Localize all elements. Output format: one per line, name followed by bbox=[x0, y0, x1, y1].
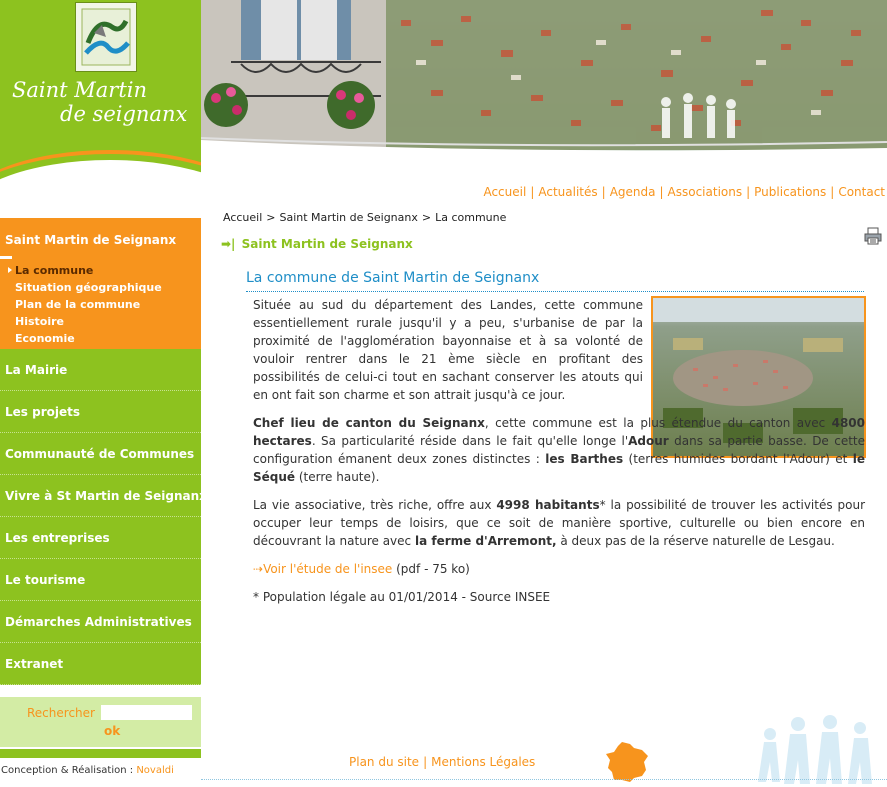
arrow-link-icon: ⇢ bbox=[253, 562, 264, 576]
text: . Sa particularité réside dans le fait qu'elle longe l' bbox=[311, 434, 629, 448]
footer-mentions-legales[interactable]: Mentions Légales bbox=[431, 755, 536, 769]
sidebar-section-saint-martin[interactable]: Saint Martin de Seignanx bbox=[5, 233, 177, 247]
logo-title bbox=[12, 78, 187, 126]
text: (terre haute). bbox=[295, 470, 380, 484]
breadcrumb-current: La commune bbox=[435, 211, 507, 224]
insee-link[interactable]: Voir l'étude de l'insee bbox=[263, 562, 393, 576]
sidebar-item-mairie[interactable]: La Mairie bbox=[0, 349, 201, 391]
section-title bbox=[221, 237, 413, 251]
topnav-separator: | bbox=[746, 185, 751, 199]
current-item-arrow-icon bbox=[8, 267, 12, 273]
credits bbox=[1, 765, 174, 776]
logo-title-line1: Saint Martin bbox=[12, 78, 148, 102]
text: * la possibilité de trouver les activités pour occuper leur temps de loisirs, que ce soit de manière sportive, culturelle ou bien encore en découvrant la nature avec bbox=[253, 498, 865, 548]
breadcrumb-separator: > bbox=[421, 211, 432, 224]
sidebar-item-projets[interactable]: Les projets bbox=[0, 391, 201, 433]
sidebar-item-communaute[interactable]: Communauté de Communes bbox=[0, 433, 201, 475]
submenu-item-label: La commune bbox=[15, 264, 94, 277]
logo-curve-background bbox=[0, 160, 201, 218]
paragraph-canton bbox=[253, 414, 865, 486]
topnav-agenda[interactable]: Agenda bbox=[609, 185, 656, 199]
footnote: * Population légale au 01/01/2014 - Source INSEE bbox=[253, 590, 551, 604]
logo-title-line2: de seignanx bbox=[60, 102, 188, 126]
footer-plan-du-site[interactable]: Plan du site bbox=[349, 755, 420, 769]
search-ok-button[interactable]: ok bbox=[104, 724, 121, 738]
sidebar-item-vivre[interactable]: Vivre à St Martin de Seignanx bbox=[0, 475, 201, 517]
text-bold: la ferme d'Arremont, bbox=[414, 534, 557, 548]
sidebar-submenu bbox=[0, 262, 201, 347]
sidebar-item-extranet[interactable]: Extranet bbox=[0, 643, 201, 685]
text: à deux pas de la réserve naturelle de Lesgau. bbox=[556, 534, 835, 548]
sidebar-item-demarches[interactable]: Démarches Administratives bbox=[0, 601, 201, 643]
header-banner bbox=[201, 0, 887, 170]
section-underline bbox=[0, 256, 12, 259]
topnav-associations[interactable]: Associations bbox=[667, 185, 743, 199]
text-bold: 4998 habitants bbox=[496, 498, 600, 512]
breadcrumb-saint-martin[interactable]: Saint Martin de Seignanx bbox=[279, 211, 418, 224]
topnav-separator: | bbox=[830, 185, 835, 199]
text-bold: Adour bbox=[628, 434, 669, 448]
text-bold: 4800 hectares bbox=[253, 416, 865, 448]
section-title-text: Saint Martin de Seignanx bbox=[241, 237, 413, 251]
topnav-contact[interactable]: Contact bbox=[838, 185, 885, 199]
text: La vie associative, très riche, offre aux bbox=[253, 498, 497, 512]
top-navigation bbox=[483, 185, 885, 199]
arrow-right-icon: ➡| bbox=[221, 237, 236, 251]
sidebar-bottom-bar bbox=[0, 749, 201, 758]
footer-figures-decoration bbox=[750, 712, 887, 787]
search-label: Rechercher bbox=[27, 706, 95, 720]
credits-text: Conception & Réalisation : bbox=[1, 765, 134, 776]
print-icon[interactable] bbox=[864, 227, 882, 245]
main-content bbox=[253, 296, 865, 616]
footer-separator: | bbox=[423, 755, 428, 769]
search-form bbox=[0, 697, 201, 747]
banner-town-photo bbox=[201, 0, 887, 170]
sidebar-menu bbox=[0, 349, 207, 685]
submenu-item-la-commune[interactable] bbox=[15, 262, 201, 279]
footer-links bbox=[349, 755, 535, 769]
breadcrumb-separator: > bbox=[266, 211, 276, 224]
topnav-separator: | bbox=[659, 185, 664, 199]
paragraph-associations bbox=[253, 496, 865, 550]
submenu-item-economie[interactable]: Economie bbox=[15, 332, 75, 345]
search-input[interactable] bbox=[101, 705, 192, 720]
text: dans sa partie basse. De cette configuration émanent deux zones distinctes : bbox=[253, 434, 865, 466]
text-bold: Chef lieu de canton du Seignanx bbox=[253, 416, 485, 430]
logo[interactable] bbox=[0, 0, 201, 218]
sidebar-active-section bbox=[0, 218, 201, 349]
topnav-separator: | bbox=[601, 185, 606, 199]
sidebar-item-tourisme[interactable]: Le tourisme bbox=[0, 559, 201, 601]
france-map-icon bbox=[604, 740, 652, 784]
sidebar-item-entreprises[interactable]: Les entreprises bbox=[0, 517, 201, 559]
topnav-actualites[interactable]: Actualités bbox=[538, 185, 598, 199]
breadcrumb-accueil[interactable]: Accueil bbox=[223, 211, 263, 224]
topnav-accueil[interactable]: Accueil bbox=[483, 185, 527, 199]
submenu-item-plan[interactable]: Plan de la commune bbox=[15, 298, 141, 311]
submenu-item-histoire[interactable]: Histoire bbox=[15, 315, 64, 328]
paragraph-intro: Située au sud du département des Landes, cette commune essentiellement rurale jusqu'il y a peu, s'urbanise de par la proximité de l'agglomération bayonnaise et à sa volonté de vouloir rentrer dans le 21 ème siècle en profitant des possibilités de celui-ci tout en sachant conserver les atouts qui en ont fait son charme et son attrait jusqu'à ce jour. bbox=[253, 298, 643, 402]
footer-divider bbox=[201, 779, 887, 780]
insee-line bbox=[253, 560, 865, 578]
text: , cette commune est la plus étendue du canton avec bbox=[484, 416, 832, 430]
topnav-separator: | bbox=[530, 185, 535, 199]
town-emblem-icon bbox=[75, 2, 137, 72]
credits-link[interactable]: Novaldi bbox=[136, 765, 174, 776]
breadcrumb bbox=[223, 211, 506, 224]
sidebar bbox=[0, 0, 207, 787]
topnav-publications[interactable]: Publications bbox=[754, 185, 827, 199]
text: (terres humides bordant l'Adour) et bbox=[623, 452, 853, 466]
text-bold: le Séqué bbox=[253, 452, 866, 484]
page-title: La commune de Saint Martin de Seignanx bbox=[246, 270, 864, 292]
text-bold: les Barthes bbox=[545, 452, 624, 466]
insee-meta: (pdf - 75 ko) bbox=[392, 562, 470, 576]
submenu-item-situation[interactable]: Situation géographique bbox=[15, 281, 162, 294]
